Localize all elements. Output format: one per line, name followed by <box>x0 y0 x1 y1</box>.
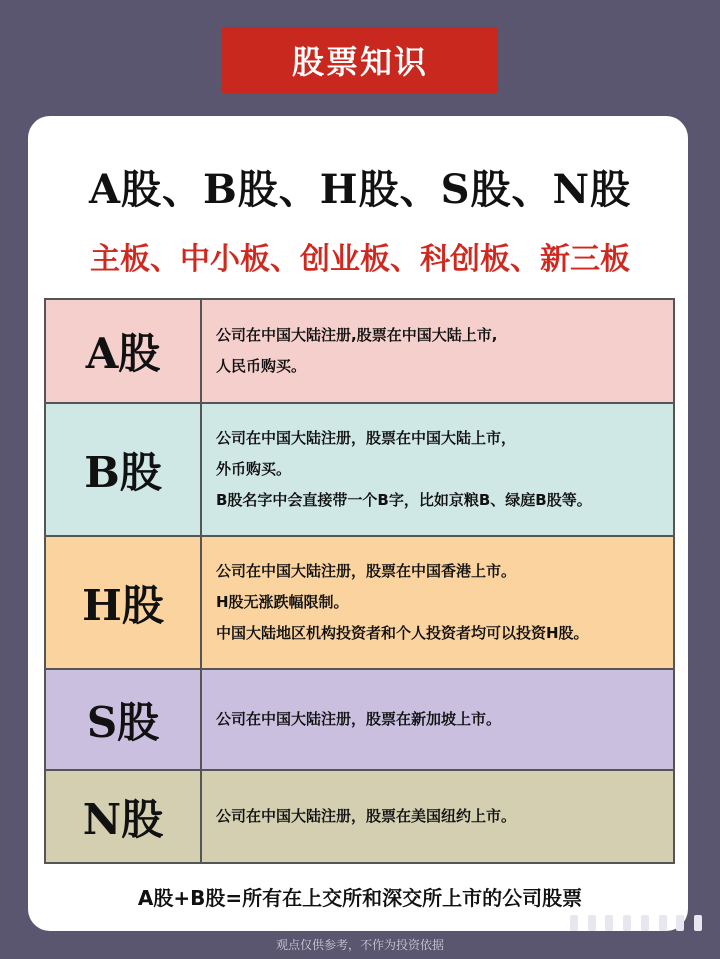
disclaimer: 观点仅供参考，不作为投资依据 <box>275 938 444 952</box>
row-description <box>202 670 673 769</box>
row-description <box>202 404 673 535</box>
summary-footer: A股+B股=所有在上交所和深交所上市的公司股票 <box>137 886 583 910</box>
page-title: 股票知识 <box>291 43 428 81</box>
stock-types-table <box>44 298 675 864</box>
row-label: B股 <box>46 404 202 535</box>
description-line: 中国大陆地区机构投资者和个人投资者均可以投资H股。 <box>216 624 589 642</box>
description-line: B股名字中会直接带一个B字，比如京粮B、绿庭B股等。 <box>216 491 592 509</box>
row-label: H股 <box>46 537 202 668</box>
table-row <box>46 300 673 404</box>
row-description <box>202 300 673 402</box>
row-label: N股 <box>46 771 202 862</box>
description-line: H股无涨跌幅限制。 <box>216 593 349 611</box>
watermark-icon <box>570 912 702 934</box>
description-line: 公司在中国大陆注册,股票在中国大陆上市, <box>216 326 498 344</box>
description-line: 人民币购买。 <box>216 357 307 375</box>
row-label: A股 <box>46 300 202 402</box>
table-row <box>46 771 673 862</box>
row-description <box>202 537 673 668</box>
row-label: S股 <box>46 670 202 769</box>
description-line: 公司在中国大陆注册，股票在中国大陆上市， <box>216 429 517 447</box>
board-types-line: 主板、中小板、创业板、科创板、新三板 <box>90 242 630 277</box>
description-line: 公司在中国大陆注册，股票在美国纽约上市。 <box>216 807 517 825</box>
description-line: 公司在中国大陆注册，股票在新加坡上市。 <box>216 710 502 728</box>
description-line: 外币购买。 <box>216 460 292 478</box>
table-row <box>46 670 673 771</box>
headline: A股、B股、H股、S股、N股 <box>88 166 632 213</box>
page-title-banner <box>222 27 498 93</box>
table-row <box>46 537 673 670</box>
row-description <box>202 771 673 862</box>
description-line: 公司在中国大陆注册，股票在中国香港上市。 <box>216 562 517 580</box>
table-row <box>46 404 673 537</box>
